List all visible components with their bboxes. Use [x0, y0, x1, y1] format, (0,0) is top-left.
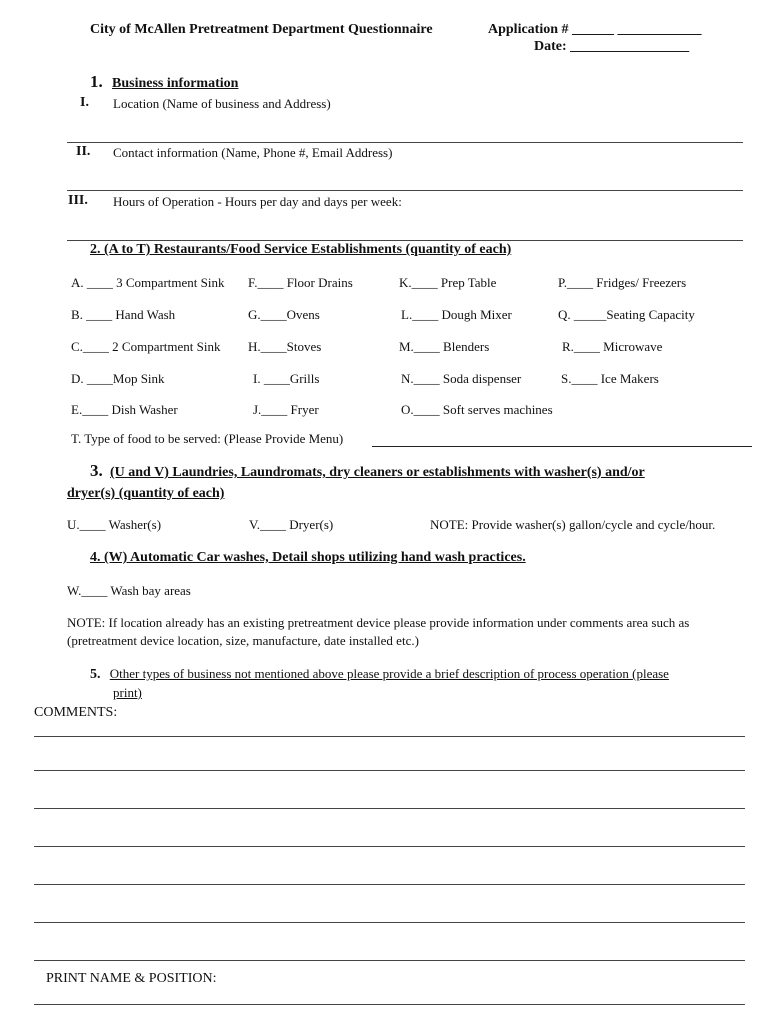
section5-line2: print) [113, 685, 142, 700]
contact-input-line[interactable] [67, 190, 743, 191]
comments-line-6[interactable] [34, 922, 745, 923]
section1-heading [90, 72, 238, 92]
section1-roman-3: III. [68, 193, 88, 208]
item-d-mop-sink[interactable]: D. ____Mop Sink [71, 371, 165, 386]
item-k-prep-table[interactable]: K.____ Prep Table [399, 275, 497, 290]
form-title: City of McAllen Pretreatment Department Questionnaire [90, 22, 433, 37]
section3-title-line1: (U and V) Laundries, Laundromats, dry cleaners or establishments with washer(s) and/or [110, 465, 645, 480]
print-name-label: PRINT NAME & POSITION: [46, 971, 217, 986]
comments-line-5[interactable] [34, 884, 745, 885]
item-j-fryer[interactable]: J.____ Fryer [253, 402, 319, 417]
comments-line-1[interactable] [34, 736, 745, 737]
item-h-stoves[interactable]: H.____Stoves [248, 339, 322, 354]
section3-note: NOTE: Provide washer(s) gallon/cycle and cycle/hour. [430, 517, 716, 532]
item-r-microwave[interactable]: R.____ Microwave [562, 339, 663, 354]
location-input-line[interactable] [67, 142, 743, 143]
location-label: Location (Name of business and Address) [113, 96, 331, 111]
section1-number: 1. [90, 72, 103, 91]
section4-note-line1: NOTE: If location already has an existing pretreatment device please provide information under comments area such as [67, 615, 690, 630]
section4-note-line2: (pretreatment device location, size, manufacture, date installed etc.) [67, 633, 419, 648]
section4-title: 4. (W) Automatic Car washes, Detail shops utilizing hand wash practices. [90, 550, 526, 565]
application-number-field[interactable]: Application # ______ ____________ [488, 22, 702, 37]
section2-title: 2. (A to T) Restaurants/Food Service Establishments (quantity of each) [90, 242, 512, 257]
food-type-label: T. Type of food to be served: (Please Provide Menu) [71, 431, 344, 446]
section3-title-line2: dryer(s) (quantity of each) [67, 486, 225, 501]
section3-heading-line1 [90, 461, 645, 481]
section1-title: Business information [112, 76, 239, 91]
section5-number: 5. [90, 667, 101, 682]
item-e-dish-washer[interactable]: E.____ Dish Washer [71, 402, 178, 417]
hours-input-line[interactable] [67, 240, 743, 241]
comments-line-7[interactable] [34, 960, 745, 961]
item-p-fridges-freezers[interactable]: P.____ Fridges/ Freezers [558, 275, 687, 290]
item-a-3-compartment-sink[interactable]: A. ____ 3 Compartment Sink [71, 275, 225, 290]
section3-number: 3. [90, 461, 103, 480]
comments-line-4[interactable] [34, 846, 745, 847]
item-g-ovens[interactable]: G.____Ovens [248, 307, 320, 322]
item-n-soda-dispenser[interactable]: N.____ Soda dispenser [401, 371, 522, 386]
print-name-input-line[interactable] [34, 1004, 745, 1005]
item-u-washers[interactable]: U.____ Washer(s) [67, 517, 162, 532]
item-f-floor-drains[interactable]: F.____ Floor Drains [248, 275, 353, 290]
item-i-grills[interactable]: I. ____Grills [253, 371, 320, 386]
item-s-ice-makers[interactable]: S.____ Ice Makers [561, 371, 659, 386]
item-w-wash-bay-areas[interactable]: W.____ Wash bay areas [67, 583, 191, 598]
comments-line-2[interactable] [34, 770, 745, 771]
hours-label: Hours of Operation - Hours per day and days per week: [113, 194, 402, 209]
date-field[interactable]: Date: _________________ [534, 39, 690, 54]
item-v-dryers[interactable]: V.____ Dryer(s) [249, 517, 334, 532]
item-l-dough-mixer[interactable]: L.____ Dough Mixer [401, 307, 512, 322]
section5-heading [90, 666, 669, 683]
contact-label: Contact information (Name, Phone #, Email Address) [113, 145, 393, 160]
section1-roman-2: II. [76, 144, 91, 159]
section5-line1: Other types of business not mentioned above please provide a brief description of process operation (please [109, 666, 669, 681]
comments-label: COMMENTS: [34, 705, 118, 720]
section1-roman-1: I. [80, 95, 89, 110]
food-type-input-line[interactable] [372, 446, 752, 447]
comments-line-3[interactable] [34, 808, 745, 809]
item-q-seating-capacity[interactable]: Q. _____Seating Capacity [558, 307, 695, 322]
item-b-hand-wash[interactable]: B. ____ Hand Wash [71, 307, 176, 322]
item-o-soft-serve-machines[interactable]: O.____ Soft serves machines [401, 402, 553, 417]
item-c-2-compartment-sink[interactable]: C.____ 2 Compartment Sink [71, 339, 221, 354]
item-m-blenders[interactable]: M.____ Blenders [399, 339, 490, 354]
